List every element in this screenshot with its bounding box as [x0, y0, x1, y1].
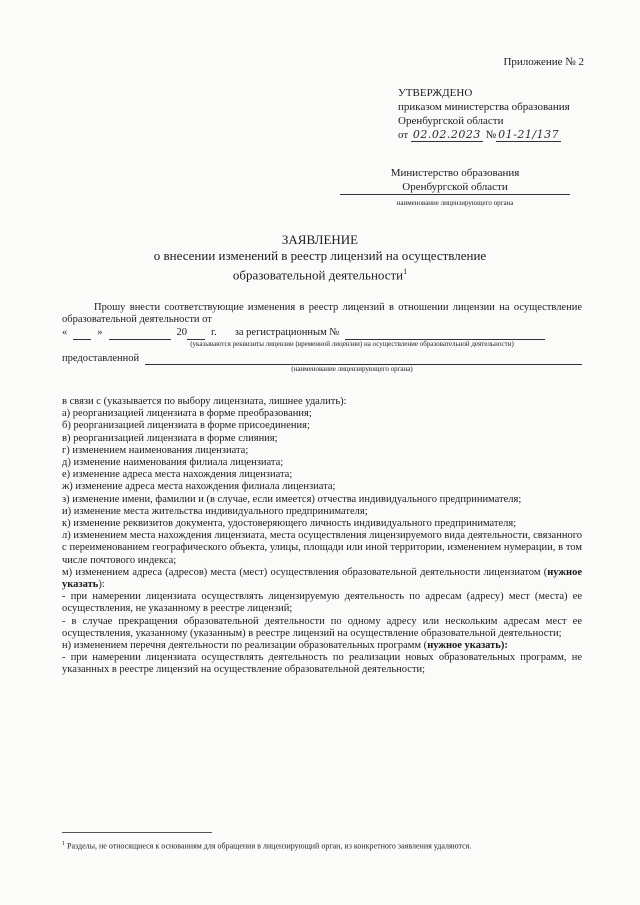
- handwritten-date: 02.02.2023: [412, 128, 481, 141]
- approval-line-2: Оренбургской области: [398, 115, 504, 127]
- reason-m-option-1: - при намерении лицензиата осуществлять лицензируемую деятельность по адресам (адресу) мест (места) ее осуществления, не указанному в реестре лицензий;: [62, 591, 582, 615]
- from-prefix: от: [398, 129, 409, 141]
- license-date-row: [62, 327, 582, 339]
- reason-m-text: м) изменением адреса (адресов) места (мест) осуществления образовательной деятельности лицензиатом (: [62, 566, 548, 578]
- reason-n-text: н) изменением перечня деятельности по реализации образовательных программ (: [62, 640, 428, 652]
- number-prefix: №: [485, 129, 497, 141]
- request-form: [62, 302, 582, 374]
- granted-caption: (наименование лицензирующего органа): [291, 364, 413, 373]
- approval-date-line: [398, 128, 570, 142]
- reason-l: л) изменением места нахождения лицензиата, места осуществления лицензируемого вида деятельности, связанного с переименованием географического объекта, улицы, площади или иной территории, изменением нумерации, в том числе почтового индекса;: [62, 530, 582, 566]
- ministry-line-1: Министерство образования: [390, 167, 520, 179]
- approved-heading: УТВЕРЖДЕНО: [398, 87, 473, 99]
- reason-m-bold: нужное указать: [62, 566, 582, 591]
- reason-a: а) реорганизацией лицензиата в форме преобразования;: [62, 408, 312, 420]
- ministry-line-2: Оренбургской области: [340, 180, 570, 195]
- reason-n-option-1: - при намерении лицензиата осуществлять деятельность по реализации новых образовательных программ, не указанных в реестре лицензий на осуществление образовательной деятельности;: [62, 652, 582, 676]
- day-field[interactable]: [73, 329, 91, 340]
- title-sub-2: [60, 264, 580, 283]
- reason-i: и) изменение места жительства индивидуального предпринимателя;: [62, 505, 368, 517]
- appendix-label: Приложение № 2: [503, 56, 584, 68]
- approval-line-1: приказом министерства образования: [398, 101, 570, 113]
- granted-label: предоставленной: [62, 352, 140, 364]
- reasons-list: [62, 396, 582, 677]
- approval-block: [398, 86, 570, 142]
- footnote-text: Разделы, не относящиеся к основаниям для обращения в лицензирующий орган, из конкретного заявления удаляются.: [67, 841, 472, 851]
- title-sub-2-text: образовательной деятельности: [232, 267, 404, 283]
- title-main: ЗАЯВЛЕНИЕ: [281, 232, 359, 247]
- reason-n-end: ):: [500, 640, 508, 652]
- reason-k: к) изменение реквизитов документа, удостоверяющего личность индивидуального предпринимателя;: [62, 518, 517, 530]
- reasons-lead: в связи с (указывается по выбору лицензиата, лишнее удалить):: [62, 396, 347, 407]
- registration-label: за регистрационным №: [234, 327, 340, 339]
- footnote-divider: [62, 832, 212, 833]
- granted-row: [62, 353, 582, 365]
- reason-d: д) изменение наименования филиала лицензиата;: [62, 457, 284, 469]
- reason-b: б) реорганизацией лицензиата в форме присоединения;: [62, 420, 310, 432]
- ministry-block: [340, 166, 570, 210]
- month-field[interactable]: [109, 329, 171, 340]
- title-footnote-mark: 1: [403, 267, 408, 276]
- reason-zh: ж) изменение адреса места нахождения филиала лицензиата;: [62, 481, 336, 493]
- year-suffix: г.: [211, 327, 217, 339]
- registration-number-field[interactable]: [345, 329, 545, 340]
- granted-authority-field[interactable]: [145, 354, 582, 365]
- reason-g: г) изменением наименования лицензиата;: [62, 444, 249, 456]
- reason-z: з) изменение имени, фамилии и (в случае, если имеется) отчества индивидуального предпринимателя;: [62, 493, 522, 505]
- year-prefix: 20: [176, 327, 187, 339]
- ministry-caption: наименование лицензирующего органа: [396, 199, 514, 207]
- reason-n: [62, 640, 582, 652]
- reason-v: в) реорганизацией лицензиата в форме слияния;: [62, 432, 278, 444]
- reason-n-bold: нужное указать: [427, 640, 501, 652]
- requisites-caption: (указываются реквизиты лицензии (временной лицензии) на осуществление образовательной деятельности): [190, 339, 514, 348]
- footnote-mark: 1: [62, 841, 65, 847]
- footnote: [62, 839, 582, 852]
- title-sub-1: о внесении изменений в реестр лицензий на осуществление: [153, 248, 487, 263]
- date-close-quote: »: [97, 327, 103, 339]
- reason-m: [62, 567, 582, 591]
- request-intro: Прошу внести соответствующие изменения в реестр лицензий в отношении лицензии на осуществление образовательной деятельности от: [62, 302, 582, 326]
- reason-m-option-2: - в случае прекращения образовательной деятельности по одному адресу или нескольким адресам мест ее осуществления, указанному (указанным) в реестре лицензий на осуществление образовательной деятельности;: [62, 615, 582, 639]
- reason-e: е) изменение адреса места нахождения лицензиата;: [62, 469, 293, 481]
- date-open-quote: «: [62, 327, 68, 339]
- reason-m-end: ):: [98, 579, 105, 591]
- year-field[interactable]: [187, 329, 205, 340]
- handwritten-number: 01-21/137: [498, 128, 560, 141]
- document-title: [60, 232, 580, 283]
